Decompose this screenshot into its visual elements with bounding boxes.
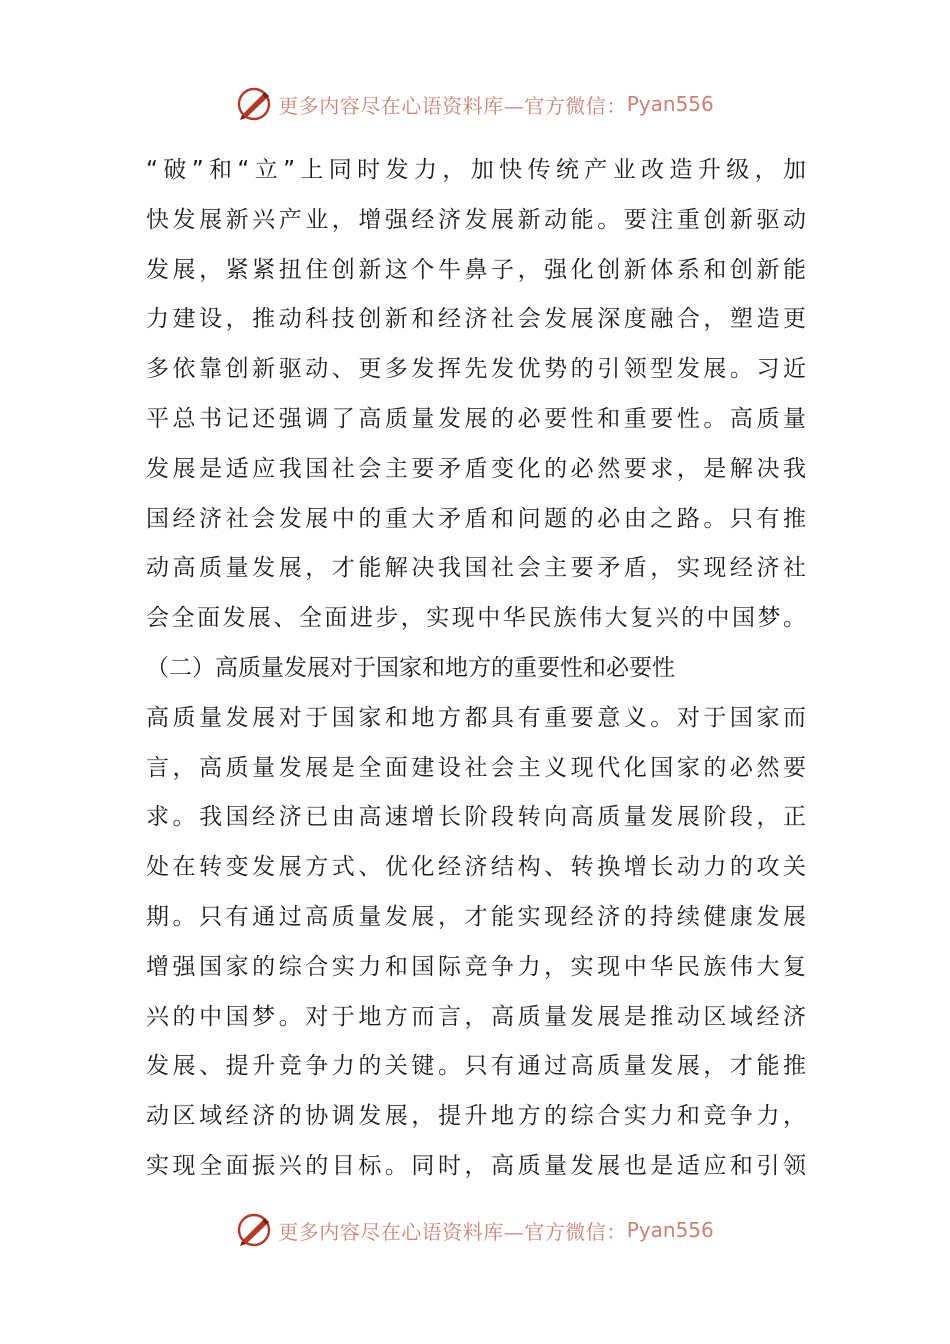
document-body bbox=[146, 146, 806, 1192]
pen-logo-icon bbox=[236, 1212, 272, 1248]
body-line: 多依靠创新驱动、更多发挥先发优势的引领型发展。习近 bbox=[146, 356, 806, 383]
body-line: 力建设，推动科技创新和经济社会发展深度融合，塑造更 bbox=[146, 306, 806, 333]
body-line: 言，高质量发展是全面建设社会主义现代化国家的必然要 bbox=[146, 754, 806, 781]
watermark-wechat-id: Pyan556 bbox=[626, 1218, 714, 1242]
pen-logo-icon bbox=[236, 86, 272, 122]
header-watermark bbox=[0, 84, 950, 124]
body-line: 快发展新兴产业，增强经济发展新动能。要注重创新驱动 bbox=[146, 206, 806, 233]
body-line: 处在转变发展方式、优化经济结构、转换增长动力的攻关 bbox=[146, 854, 806, 881]
body-line: 增强国家的综合实力和国际竞争力，实现中华民族伟大复 bbox=[146, 953, 806, 980]
watermark-wechat-id: Pyan556 bbox=[626, 92, 714, 116]
body-line: 期。只有通过高质量发展，才能实现经济的持续健康发展 bbox=[146, 903, 806, 930]
body-line: 求。我国经济已由高速增长阶段转向高质量发展阶段，正 bbox=[146, 804, 806, 831]
body-line: 发展，紧紧扭住创新这个牛鼻子，强化创新体系和创新能 bbox=[146, 256, 806, 283]
body-line: 实现全面振兴的目标。同时，高质量发展也是适应和引领 bbox=[146, 1152, 806, 1179]
body-line: 动高质量发展，才能解决我国社会主要矛盾，实现经济社 bbox=[146, 555, 806, 582]
body-line: 国经济社会发展中的重大矛盾和问题的必由之路。只有推 bbox=[146, 505, 806, 532]
watermark-text: 更多内容尽在心语资料库—官方微信： bbox=[278, 1219, 627, 1244]
watermark-text: 更多内容尽在心语资料库—官方微信： bbox=[278, 93, 627, 118]
body-line: 会全面发展、全面进步，实现中华民族伟大复兴的中国梦。 bbox=[146, 605, 806, 632]
body-line: 高质量发展对于国家和地方都具有重要意义。对于国家而 bbox=[146, 704, 806, 731]
footer-watermark bbox=[0, 1210, 950, 1250]
body-line: 发展是适应我国社会主要矛盾变化的必然要求，是解决我 bbox=[146, 455, 806, 482]
body-line: 平总书记还强调了高质量发展的必要性和重要性。高质量 bbox=[146, 405, 806, 432]
body-line: 动区域经济的协调发展，提升地方的综合实力和竞争力， bbox=[146, 1103, 806, 1130]
body-line: 发展、提升竞争力的关键。只有通过高质量发展，才能推 bbox=[146, 1053, 806, 1080]
body-line: “破”和“立”上同时发力，加快传统产业改造升级，加 bbox=[146, 157, 806, 183]
section-heading: （二）高质量发展对于国家和地方的重要性和必要性 bbox=[146, 654, 675, 681]
body-line: 兴的中国梦。对于地方而言，高质量发展是推动区域经济 bbox=[146, 1003, 806, 1030]
